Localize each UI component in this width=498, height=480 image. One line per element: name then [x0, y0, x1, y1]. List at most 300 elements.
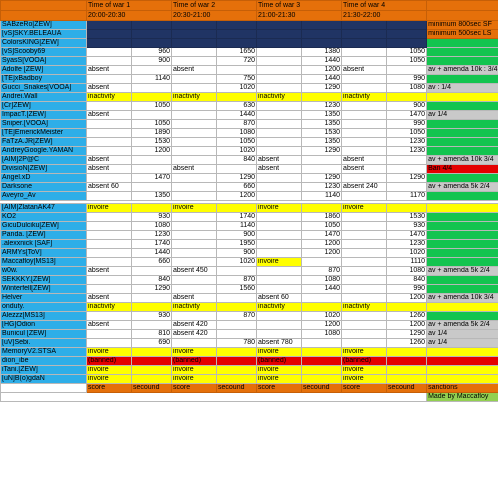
sanction-note: [427, 285, 498, 294]
header-row-titles: [1, 1, 498, 11]
seconds-cell: 870: [217, 120, 257, 129]
score-cell: [342, 30, 387, 39]
footer-label: score: [87, 384, 132, 393]
seconds-cell: 1290: [302, 84, 342, 93]
score-cell: (banned): [257, 357, 302, 366]
seconds-cell: 900: [217, 249, 257, 258]
player-row: [1, 348, 498, 357]
score-cell: [87, 330, 132, 339]
sanction-note: av 1/4: [427, 339, 498, 348]
seconds-cell: 1080: [217, 129, 257, 138]
seconds-cell: [217, 366, 257, 375]
seconds-cell: 1440: [302, 57, 342, 66]
player-row: [1, 339, 498, 348]
player-row: [1, 174, 498, 183]
score-cell: absent 780: [257, 339, 302, 348]
seconds-cell: [217, 348, 257, 357]
seconds-cell: [217, 357, 257, 366]
seconds-cell: 660: [132, 258, 172, 267]
score-cell: [342, 120, 387, 129]
player-name: Darksone: [1, 183, 87, 192]
score-cell: absent: [87, 84, 132, 93]
player-name: Sniper.[VOOA]: [1, 120, 87, 129]
score-cell: [257, 129, 302, 138]
sanction-note: av + amenda 10k 3/4: [427, 156, 498, 165]
score-cell: [172, 213, 217, 222]
seconds-cell: 900: [387, 102, 427, 111]
score-cell: [257, 249, 302, 258]
seconds-cell: 1230: [302, 183, 342, 192]
score-cell: [87, 312, 132, 321]
player-name: Bunicul [ZEW]: [1, 330, 87, 339]
seconds-cell: 960: [132, 48, 172, 57]
footer-label: secound: [302, 384, 342, 393]
score-cell: [172, 276, 217, 285]
seconds-cell: 900: [132, 57, 172, 66]
seconds-cell: [302, 39, 342, 48]
seconds-cell: [217, 303, 257, 312]
player-row: [1, 165, 498, 174]
seconds-cell: [302, 303, 342, 312]
seconds-cell: [387, 66, 427, 75]
header-note-blank-2: [427, 11, 498, 21]
score-cell: [172, 30, 217, 39]
header-war-3-time: 21:00-21:30: [257, 11, 342, 21]
score-cell: [342, 312, 387, 321]
score-cell: [87, 231, 132, 240]
player-name: ImpacT.[ZEW]: [1, 111, 87, 120]
seconds-cell: [132, 204, 172, 213]
seconds-cell: 1110: [387, 258, 427, 267]
score-cell: [257, 321, 302, 330]
score-cell: absent: [257, 165, 302, 174]
seconds-cell: 1080: [387, 84, 427, 93]
sanction-note: [427, 48, 498, 57]
seconds-cell: [217, 321, 257, 330]
seconds-cell: [302, 366, 342, 375]
player-row: [1, 249, 498, 258]
seconds-cell: [132, 66, 172, 75]
seconds-cell: 1200: [387, 321, 427, 330]
score-cell: absent: [172, 294, 217, 303]
score-cell: [172, 285, 217, 294]
seconds-cell: 870: [217, 276, 257, 285]
score-cell: [342, 57, 387, 66]
score-cell: [87, 21, 132, 30]
seconds-cell: [217, 66, 257, 75]
seconds-cell: 1560: [217, 285, 257, 294]
score-cell: [87, 57, 132, 66]
seconds-cell: 1020: [217, 84, 257, 93]
score-cell: invoire: [257, 366, 302, 375]
score-cell: invoire: [257, 348, 302, 357]
seconds-cell: 840: [132, 276, 172, 285]
score-cell: [342, 222, 387, 231]
seconds-cell: 990: [387, 120, 427, 129]
score-cell: [342, 48, 387, 57]
seconds-cell: 1440: [132, 249, 172, 258]
seconds-cell: 840: [217, 156, 257, 165]
score-cell: [87, 192, 132, 201]
footer-corner: [1, 384, 87, 393]
score-cell: absent 420: [172, 321, 217, 330]
score-cell: absent 60: [87, 183, 132, 192]
player-row: [1, 48, 498, 57]
seconds-cell: 1200: [217, 192, 257, 201]
seconds-cell: [302, 294, 342, 303]
player-row: [1, 138, 498, 147]
player-name: Aveyro_Av: [1, 192, 87, 201]
seconds-cell: 1290: [302, 174, 342, 183]
seconds-cell: 1350: [302, 138, 342, 147]
seconds-cell: [217, 21, 257, 30]
sanction-note: [427, 147, 498, 156]
seconds-cell: [302, 156, 342, 165]
player-name: .alexxnick [SAF]: [1, 240, 87, 249]
player-row: [1, 183, 498, 192]
seconds-cell: [132, 84, 172, 93]
score-cell: [172, 192, 217, 201]
player-row: [1, 75, 498, 84]
score-cell: invoire: [172, 366, 217, 375]
score-cell: [172, 111, 217, 120]
sanction-note: av 1/4: [427, 111, 498, 120]
seconds-cell: 1050: [302, 222, 342, 231]
player-row: [1, 93, 498, 102]
sanction-note: [427, 249, 498, 258]
score-cell: [257, 30, 302, 39]
player-name: [HG]Odion: [1, 321, 87, 330]
score-cell: [172, 249, 217, 258]
score-cell: [87, 174, 132, 183]
seconds-cell: [132, 267, 172, 276]
seconds-cell: [387, 30, 427, 39]
seconds-cell: 660: [217, 183, 257, 192]
score-cell: [257, 192, 302, 201]
player-name: [AIM]2P@C: [1, 156, 87, 165]
score-cell: [87, 285, 132, 294]
seconds-cell: 1050: [132, 120, 172, 129]
sanction-note: [427, 258, 498, 267]
player-row: [1, 222, 498, 231]
score-cell: [257, 138, 302, 147]
seconds-cell: [132, 183, 172, 192]
score-cell: [257, 84, 302, 93]
player-row: [1, 111, 498, 120]
seconds-cell: 1020: [217, 258, 257, 267]
score-cell: absent 60: [257, 294, 302, 303]
score-cell: invoire: [257, 204, 302, 213]
score-cell: [342, 285, 387, 294]
sanction-note: [427, 366, 498, 375]
score-cell: [172, 21, 217, 30]
score-cell: (banned): [172, 357, 217, 366]
score-cell: invoire: [172, 204, 217, 213]
score-cell: [87, 48, 132, 57]
seconds-cell: [387, 357, 427, 366]
seconds-cell: [302, 375, 342, 384]
seconds-cell: 1080: [302, 276, 342, 285]
credit-label: Made by Maccafloy: [427, 393, 498, 402]
score-cell: invoire: [342, 375, 387, 384]
score-cell: [342, 240, 387, 249]
sanctions-header: sanctions: [427, 384, 498, 393]
seconds-cell: 1050: [217, 138, 257, 147]
sanction-note: av + amenda 5k 2/4: [427, 183, 498, 192]
seconds-cell: 1230: [302, 102, 342, 111]
player-name: iTani.[ZEW]: [1, 366, 87, 375]
player-name: KO2: [1, 213, 87, 222]
seconds-cell: [132, 348, 172, 357]
score-cell: absent: [172, 165, 217, 174]
sanction-note: [427, 213, 498, 222]
seconds-cell: 900: [217, 231, 257, 240]
player-name: Adolfe [ZEW]: [1, 66, 87, 75]
sanction-note: [427, 231, 498, 240]
score-cell: [257, 222, 302, 231]
score-cell: [257, 174, 302, 183]
seconds-cell: [217, 93, 257, 102]
seconds-cell: 1290: [387, 174, 427, 183]
seconds-cell: [387, 21, 427, 30]
score-cell: invoire: [257, 375, 302, 384]
seconds-cell: 1140: [132, 75, 172, 84]
player-row: [1, 30, 498, 39]
seconds-cell: 1860: [302, 213, 342, 222]
score-cell: absent: [87, 165, 132, 174]
player-name: SABzeRo[ZEW]: [1, 21, 87, 30]
seconds-cell: 1350: [132, 192, 172, 201]
seconds-cell: 1290: [132, 285, 172, 294]
score-cell: [342, 231, 387, 240]
player-name: Winterfell[ZEW]: [1, 285, 87, 294]
score-cell: [87, 147, 132, 156]
score-cell: inactivity: [172, 303, 217, 312]
seconds-cell: [302, 30, 342, 39]
header-war-3-title: Time of war 3: [257, 1, 342, 11]
score-cell: [172, 39, 217, 48]
score-cell: inactivity: [257, 93, 302, 102]
seconds-cell: [132, 294, 172, 303]
score-cell: [257, 21, 302, 30]
score-cell: [342, 192, 387, 201]
score-cell: [172, 339, 217, 348]
player-name: FaTzA.JR[ZEW]: [1, 138, 87, 147]
footer-credit-row: [1, 393, 498, 402]
seconds-cell: 1230: [132, 231, 172, 240]
sanction-note: av + amenda 10k 3/4: [427, 294, 498, 303]
seconds-cell: 1200: [302, 249, 342, 258]
score-cell: [257, 102, 302, 111]
score-cell: [257, 231, 302, 240]
seconds-cell: 1080: [132, 222, 172, 231]
seconds-cell: 1170: [387, 192, 427, 201]
seconds-cell: 1380: [302, 48, 342, 57]
seconds-cell: [217, 267, 257, 276]
score-cell: [172, 231, 217, 240]
seconds-cell: 720: [217, 57, 257, 66]
player-name: [vS]Scooby69: [1, 48, 87, 57]
seconds-cell: [302, 339, 342, 348]
score-cell: invoire: [342, 366, 387, 375]
player-row: [1, 147, 498, 156]
player-name: ColorsKING[ZEW]: [1, 39, 87, 48]
sanction-note: av + amenda 5k 2/4: [427, 267, 498, 276]
player-row: [1, 366, 498, 375]
seconds-cell: 1530: [302, 129, 342, 138]
seconds-cell: [217, 165, 257, 174]
seconds-cell: [387, 375, 427, 384]
score-cell: [172, 129, 217, 138]
score-cell: [342, 147, 387, 156]
score-cell: [342, 21, 387, 30]
player-name: [vS]SKY.BELEAUA: [1, 30, 87, 39]
seconds-cell: 1650: [217, 48, 257, 57]
seconds-cell: 990: [387, 285, 427, 294]
sanction-note: [427, 348, 498, 357]
footer-label: secound: [387, 384, 427, 393]
sanction-note: [427, 204, 498, 213]
seconds-cell: 930: [132, 213, 172, 222]
score-cell: [87, 339, 132, 348]
player-row: [1, 258, 498, 267]
seconds-cell: [387, 93, 427, 102]
sanction-note: [427, 240, 498, 249]
score-cell: absent: [172, 66, 217, 75]
seconds-cell: [387, 303, 427, 312]
score-cell: [172, 183, 217, 192]
player-name: Maccafloy[MS13]: [1, 258, 87, 267]
footer-label: secound: [132, 384, 172, 393]
header-war-4-title: Time of war 4: [342, 1, 427, 11]
footer-label: score: [342, 384, 387, 393]
seconds-cell: 1200: [302, 66, 342, 75]
score-cell: [342, 39, 387, 48]
player-row: [1, 303, 498, 312]
score-cell: [257, 120, 302, 129]
seconds-cell: [132, 375, 172, 384]
sanction-note: Ban 4/4: [427, 165, 498, 174]
header-row-times: [1, 11, 498, 21]
seconds-cell: 750: [217, 75, 257, 84]
score-cell: absent 450: [172, 267, 217, 276]
score-cell: [257, 147, 302, 156]
seconds-cell: [387, 204, 427, 213]
sanction-note: av : 1/4: [427, 84, 498, 93]
seconds-cell: [132, 39, 172, 48]
sanction-note: av + amenda 5k 2/4: [427, 321, 498, 330]
score-cell: [257, 48, 302, 57]
player-row: [1, 294, 498, 303]
seconds-cell: 780: [217, 339, 257, 348]
seconds-cell: [302, 357, 342, 366]
seconds-cell: 1290: [217, 174, 257, 183]
seconds-cell: 1260: [387, 312, 427, 321]
seconds-cell: [132, 111, 172, 120]
player-row: [1, 330, 498, 339]
score-cell: [342, 249, 387, 258]
sanction-note: [427, 312, 498, 321]
seconds-cell: 630: [217, 102, 257, 111]
player-row: [1, 192, 498, 201]
seconds-cell: [217, 375, 257, 384]
player-row: [1, 267, 498, 276]
seconds-cell: 1020: [217, 147, 257, 156]
seconds-cell: [387, 183, 427, 192]
seconds-cell: 1350: [302, 120, 342, 129]
seconds-cell: 810: [132, 330, 172, 339]
score-cell: inactivity: [342, 93, 387, 102]
score-cell: [257, 276, 302, 285]
player-name: ARMYs[ToV]: [1, 249, 87, 258]
player-name: MemoryV2.STSA: [1, 348, 87, 357]
player-name: Panda. [ZEW]: [1, 231, 87, 240]
seconds-cell: [132, 357, 172, 366]
player-name: SEKKKY.[ZEW]: [1, 276, 87, 285]
score-cell: [342, 267, 387, 276]
score-cell: invoire: [342, 348, 387, 357]
seconds-cell: 1050: [387, 129, 427, 138]
score-cell: [342, 258, 387, 267]
score-cell: [342, 174, 387, 183]
seconds-cell: 1530: [132, 138, 172, 147]
score-cell: absent: [87, 66, 132, 75]
sanction-note: [427, 174, 498, 183]
player-row: [1, 66, 498, 75]
player-row: [1, 156, 498, 165]
seconds-cell: 1440: [302, 285, 342, 294]
player-name: dion_ibe: [1, 357, 87, 366]
score-cell: [87, 102, 132, 111]
score-cell: [172, 48, 217, 57]
score-cell: [172, 156, 217, 165]
score-cell: [342, 129, 387, 138]
seconds-cell: [217, 330, 257, 339]
score-cell: absent: [87, 267, 132, 276]
seconds-cell: [302, 165, 342, 174]
seconds-cell: 870: [302, 267, 342, 276]
sanction-note: [427, 276, 498, 285]
header-war-4-time: 21:30-22:00: [342, 11, 427, 21]
seconds-cell: [302, 204, 342, 213]
score-cell: [172, 75, 217, 84]
seconds-cell: 1050: [132, 102, 172, 111]
score-cell: [257, 312, 302, 321]
score-cell: [172, 174, 217, 183]
seconds-cell: 1530: [387, 213, 427, 222]
seconds-cell: [217, 294, 257, 303]
seconds-cell: 1890: [132, 129, 172, 138]
header-war-1-time: 20:00-20:30: [87, 11, 172, 21]
score-cell: absent: [342, 66, 387, 75]
score-cell: [87, 138, 132, 147]
seconds-cell: [132, 21, 172, 30]
score-cell: [257, 267, 302, 276]
score-cell: [87, 240, 132, 249]
score-cell: invoire: [87, 204, 132, 213]
seconds-cell: [132, 303, 172, 312]
player-row: [1, 240, 498, 249]
seconds-cell: 1230: [387, 240, 427, 249]
footer-blank: [1, 393, 427, 402]
sanction-note: minimum 800sec SF: [427, 21, 498, 30]
player-row: [1, 102, 498, 111]
player-row: [1, 39, 498, 48]
seconds-cell: 1950: [217, 240, 257, 249]
player-row: [1, 57, 498, 66]
player-row: [1, 357, 498, 366]
score-cell: [87, 75, 132, 84]
